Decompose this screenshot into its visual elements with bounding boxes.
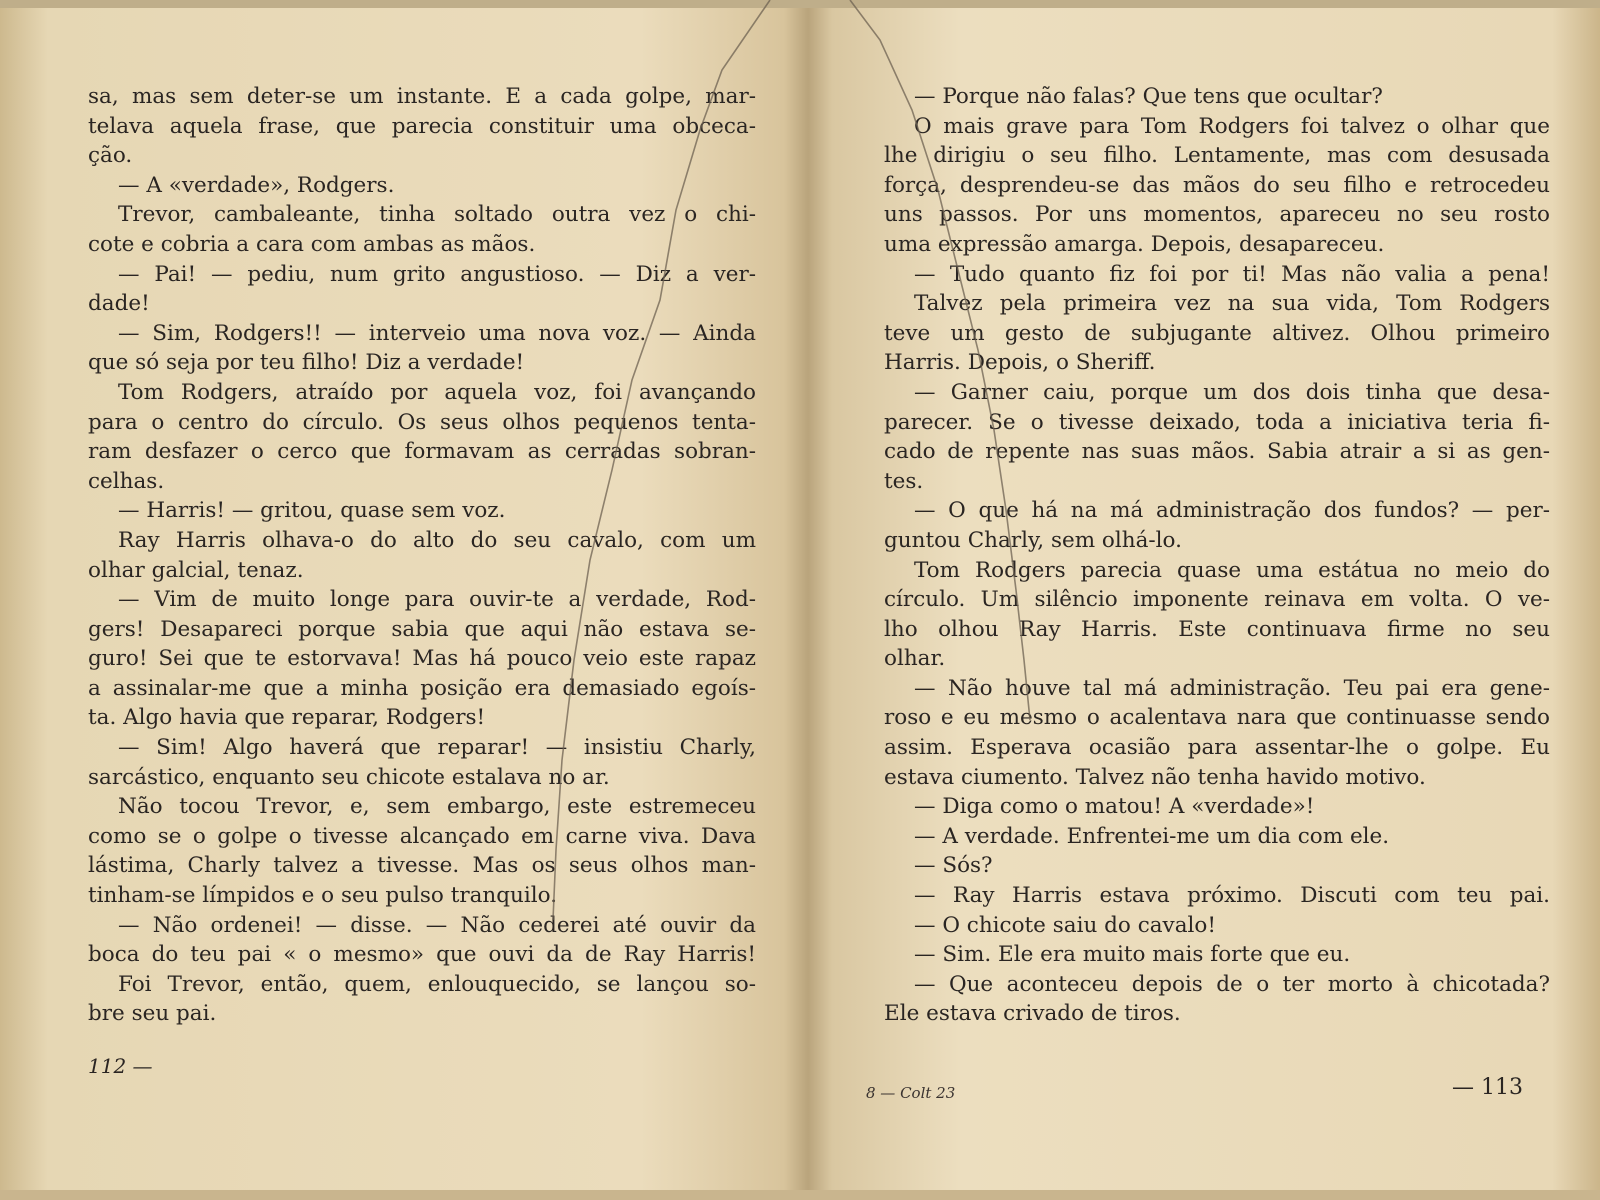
text-line: parecer. Se o tivesse deixado, toda a iniciativa teria fi- (884, 409, 1550, 435)
page-top-edge (0, 0, 1600, 8)
text-line: a assinalar-me que a minha posição era demasiado egoís- (88, 675, 756, 701)
text-line: O mais grave para Tom Rodgers foi talvez o olhar que (914, 113, 1550, 139)
text-line: — Sós? (914, 853, 993, 879)
text-line: Talvez pela primeira vez na sua vida, Tom Rodgers (914, 291, 1550, 317)
text-line: olhar galcial, tenaz. (88, 557, 304, 583)
text-line: Harris. Depois, o Sheriff. (884, 350, 1156, 376)
text-line: — Diga como o matou! A «verdade»! (914, 794, 1315, 820)
text-line: uma expressão amarga. Depois, desapareceu. (884, 231, 1385, 257)
text-line: lho olhou Ray Harris. Este continuava firme no seu (884, 616, 1550, 642)
text-line: — Tudo quanto fiz foi por ti! Mas não valia a pena! (914, 261, 1550, 287)
text-line: celhas. (88, 468, 165, 494)
text-line: — O que há na má administração dos fundos? — per- (914, 498, 1550, 524)
text-line: Ele estava crivado de tiros. (884, 1001, 1181, 1027)
right-page-text (884, 82, 1550, 1029)
text-line: dade! (88, 291, 150, 317)
text-line: — Ray Harris estava próximo. Discuti com teu pai. (914, 883, 1550, 909)
text-line: — Porque não falas? Que tens que ocultar? (914, 84, 1383, 109)
text-line: boca do teu pai « o mesmo» que ouvi da de Ray Harris! (88, 942, 756, 968)
page-bottom-edge (0, 1190, 1600, 1200)
text-line: roso e eu mesmo o acalentava nara que continuasse sendo (884, 705, 1550, 731)
text-line: — Pai! — pediu, num grito angustioso. — Diz a ver- (118, 261, 756, 287)
text-line: — O chicote saiu do cavalo! (914, 912, 1216, 938)
text-line: ram desfazer o cerco que formavam as cerradas sobran- (88, 439, 756, 465)
text-line: ta. Algo havia que reparar, Rodgers! (88, 705, 486, 731)
text-line: — Garner caiu, porque um dos dois tinha que desa- (914, 379, 1550, 405)
text-line: assim. Esperava ocasião para assentar-lhe o golpe. Eu (884, 735, 1550, 761)
text-line: — Vim de muito longe para ouvir-te a verdade, Rod- (118, 587, 756, 613)
left-page-number: 112 — (88, 1054, 153, 1078)
text-line: — Sim, Rodgers!! — interveio uma nova voz. — Ainda (118, 320, 756, 346)
text-line: cote e cobria a cara com ambas as mãos. (88, 231, 536, 257)
text-line: teve um gesto de subjugante altivez. Olhou primeiro (884, 320, 1550, 346)
text-line: Não tocou Trevor, e, sem embargo, este estremeceu (118, 794, 756, 820)
text-line: olhar. (884, 646, 946, 672)
printer-signature: 8 — Colt 23 (866, 1084, 956, 1102)
text-line: — Que aconteceu depois de o ter morto à chicotada? (914, 971, 1550, 997)
text-line: círculo. Um silêncio imponente reinava em volta. O ve- (884, 587, 1550, 613)
text-line: cado de repente nas suas mãos. Sabia atrair a si as gen- (884, 439, 1550, 465)
text-line: — Harris! — gritou, quase sem voz. (118, 498, 506, 524)
text-line: Trevor, cambaleante, tinha soltado outra vez o chi- (118, 202, 756, 228)
text-line: — Não houve tal má administração. Teu pai era gene- (914, 675, 1550, 701)
text-line: Foi Trevor, então, quem, enlouquecido, se lançou so- (118, 971, 756, 997)
text-line: bre seu pai. (88, 1001, 217, 1027)
text-line: tes. (884, 468, 924, 494)
text-line: — A verdade. Enfrentei-me um dia com ele. (914, 823, 1390, 849)
text-line: sarcástico, enquanto seu chicote estalava no ar. (88, 764, 610, 790)
text-line: tinham-se límpidos e o seu pulso tranquilo. (88, 883, 558, 909)
text-line: que só seja por teu filho! Diz a verdade! (88, 350, 525, 376)
text-line: telava aquela frase, que parecia constituir uma obceca- (88, 113, 756, 139)
text-line: Tom Rodgers parecia quase uma estátua no meio do (914, 557, 1550, 583)
text-line: Ray Harris olhava-o do alto do seu cavalo, com um (118, 527, 756, 553)
text-line: — Sim. Ele era muito mais forte que eu. (914, 942, 1351, 968)
text-line: lhe dirigiu o seu filho. Lentamente, mas com desusada (884, 143, 1550, 169)
text-line: — A «verdade», Rodgers. (118, 172, 395, 198)
text-line: guntou Charly, sem olhá-lo. (884, 527, 1182, 553)
text-line: sa, mas sem deter-se um instante. E a cada golpe, mar- (88, 84, 756, 109)
text-line: guro! Sei que te estorvava! Mas há pouco veio este rapaz (88, 646, 756, 672)
text-line: ção. (88, 143, 133, 169)
text-line: — Sim! Algo haverá que reparar! — insistiu Charly, (118, 735, 756, 761)
text-line: uns passos. Por uns momentos, apareceu no seu rosto (884, 202, 1550, 228)
text-line: para o centro do círculo. Os seus olhos pequenos tenta- (88, 409, 756, 435)
text-line: Tom Rodgers, atraído por aquela voz, foi avançando (118, 379, 756, 405)
text-line: lástima, Charly talvez a tivesse. Mas os seus olhos man- (88, 853, 756, 879)
right-page-number: — 113 (1452, 1075, 1523, 1100)
left-page-text (88, 82, 756, 1029)
text-line: gers! Desapareci porque sabia que aqui não estava se- (88, 616, 756, 642)
text-line: estava ciumento. Talvez não tenha havido motivo. (884, 764, 1426, 790)
text-line: como se o golpe o tivesse alcançado em carne viva. Dava (88, 823, 756, 849)
text-line: força, desprendeu-se das mãos do seu filho e retrocedeu (884, 172, 1550, 198)
text-line: — Não ordenei! — disse. — Não cederei até ouvir da (118, 912, 756, 938)
